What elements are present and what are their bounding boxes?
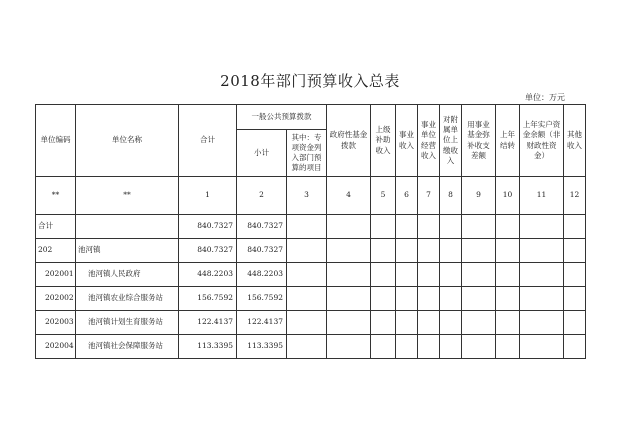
row-name: 池河镇计划生育服务站 (76, 311, 179, 335)
document-title: 2018年部门预算收入总表 (220, 72, 400, 90)
row-total: 156.7592 (179, 287, 237, 311)
row-subtotal: 840.7327 (237, 239, 287, 263)
header-code: 单位编码 (36, 105, 76, 177)
row-code: 202003 (36, 311, 76, 335)
row-code: 202 (36, 239, 76, 263)
index-cell: 4 (327, 177, 371, 215)
row-total: 113.3395 (179, 335, 237, 359)
row-total: 448.2203 (179, 263, 237, 287)
index-cell: 9 (462, 177, 496, 215)
index-cell: ** (36, 177, 76, 215)
table-row (36, 335, 586, 359)
unit-label: 单位：万元 (525, 93, 565, 102)
header-prev-balance: 上年实户资金余额（非财政性资金） (520, 105, 564, 177)
table-row (36, 215, 586, 239)
header-fund-balance: 用事业基金弥补收支差额 (462, 105, 496, 177)
index-cell: 2 (237, 177, 287, 215)
row-code: 合计 (36, 215, 76, 239)
index-cell: 10 (496, 177, 520, 215)
row-total: 840.7327 (179, 239, 237, 263)
header-other: 其他收入 (564, 105, 586, 177)
row-name: 池河镇农业综合服务站 (76, 287, 179, 311)
table-row (36, 287, 586, 311)
table-row (36, 263, 586, 287)
header-business-unit-ops: 事业单位经营收入 (418, 105, 440, 177)
header-name: 单位名称 (76, 105, 179, 177)
index-cell: 6 (396, 177, 418, 215)
index-cell: ** (76, 177, 179, 215)
row-name: 池河镇 (76, 239, 179, 263)
row-name: 池河镇社会保障服务站 (76, 335, 179, 359)
table-row (36, 239, 586, 263)
index-cell: 11 (520, 177, 564, 215)
header-carryover: 上年结转 (496, 105, 520, 177)
row-code: 202001 (36, 263, 76, 287)
row-subtotal: 113.3395 (237, 335, 287, 359)
index-cell: 3 (287, 177, 327, 215)
header-subtotal: 小计 (237, 130, 287, 177)
header-affiliated: 对附属单位上缴收入 (440, 105, 462, 177)
row-subtotal: 448.2203 (237, 263, 287, 287)
header-gov-fund: 政府性基金拨款 (327, 105, 371, 177)
index-cell: 1 (179, 177, 237, 215)
row-subtotal: 156.7592 (237, 287, 287, 311)
index-cell: 12 (564, 177, 586, 215)
row-code: 202004 (36, 335, 76, 359)
index-cell: 7 (418, 177, 440, 215)
table-row (36, 311, 586, 335)
row-name: 池河镇人民政府 (76, 263, 179, 287)
row-subtotal: 840.7327 (237, 215, 287, 239)
header-special-items: 其中：专项资金列入部门预算的项目 (287, 130, 327, 177)
index-cell: 5 (371, 177, 396, 215)
row-name (76, 215, 179, 239)
row-subtotal: 122.4137 (237, 311, 287, 335)
header-general-budget: 一般公共预算拨款 (237, 105, 327, 130)
header-total: 合计 (179, 105, 237, 177)
header-business: 事业收入 (396, 105, 418, 177)
header-upper-subsidy: 上级补助收入 (371, 105, 396, 177)
row-total: 840.7327 (179, 215, 237, 239)
row-code: 202002 (36, 287, 76, 311)
index-row (36, 177, 586, 215)
budget-revenue-table (35, 104, 586, 359)
index-cell: 8 (440, 177, 462, 215)
row-total: 122.4137 (179, 311, 237, 335)
